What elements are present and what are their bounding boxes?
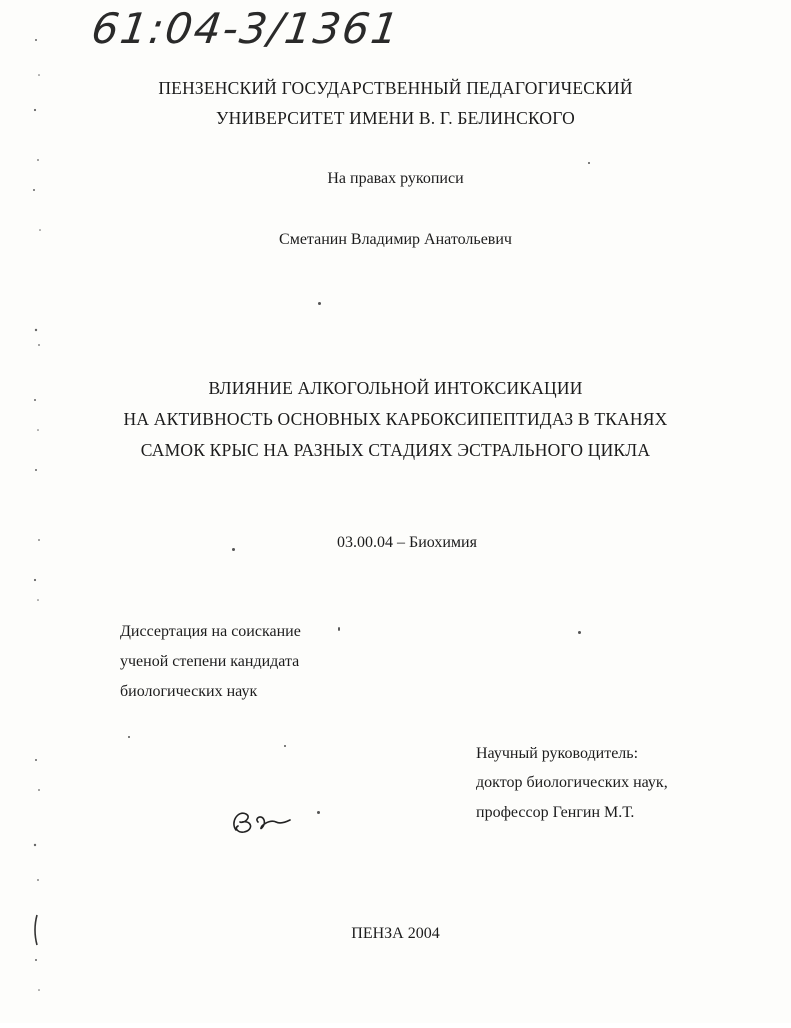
dissertation-title-line2: НА АКТИВНОСТЬ ОСНОВНЫХ КАРБОКСИПЕПТИДАЗ В ТКАНЯХ (123, 409, 668, 429)
degree-line2: ученой степени кандидата (120, 653, 300, 670)
supervisor-degree: доктор биологических наук, (476, 774, 668, 791)
scan-margin-noise (30, 0, 48, 1023)
scan-speck (128, 736, 130, 738)
scan-speck (578, 631, 581, 634)
dissertation-title-line1: ВЛИЯНИЕ АЛКОГОЛЬНОЙ ИНТОКСИКАЦИИ (208, 378, 583, 398)
scan-speck (317, 811, 320, 814)
specialty-code: 03.00.04 – Биохимия (337, 534, 477, 551)
scan-speck (232, 548, 235, 551)
scan-speck (588, 162, 590, 164)
signature (228, 800, 298, 845)
dissertation-title-line3: САМОК КРЫС НА РАЗНЫХ СТАДИЯХ ЭСТРАЛЬНОГО ЦИКЛА (140, 440, 651, 460)
scan-speck (284, 745, 286, 747)
place-and-year: ПЕНЗА 2004 (351, 925, 440, 942)
author-name: Сметанин Владимир Анатольевич (279, 231, 512, 248)
manuscript-rights: На правах рукописи (327, 170, 464, 187)
university-name-line2: УНИВЕРСИТЕТ ИМЕНИ В. Г. БЕЛИНСКОГО (216, 108, 575, 128)
supervisor-name: профессор Генгин М.Т. (476, 804, 635, 821)
university-name-line1: ПЕНЗЕНСКИЙ ГОСУДАРСТВЕННЫЙ ПЕДАГОГИЧЕСКИЙ (158, 78, 633, 98)
degree-line1: Диссертация на соискание (120, 623, 301, 640)
scan-speck (338, 627, 340, 631)
degree-line3: биологических наук (120, 683, 258, 700)
scan-speck (318, 302, 321, 305)
archive-number-handwritten: 61:04-3/1361 (88, 4, 404, 53)
supervisor-heading: Научный руководитель: (476, 745, 639, 762)
